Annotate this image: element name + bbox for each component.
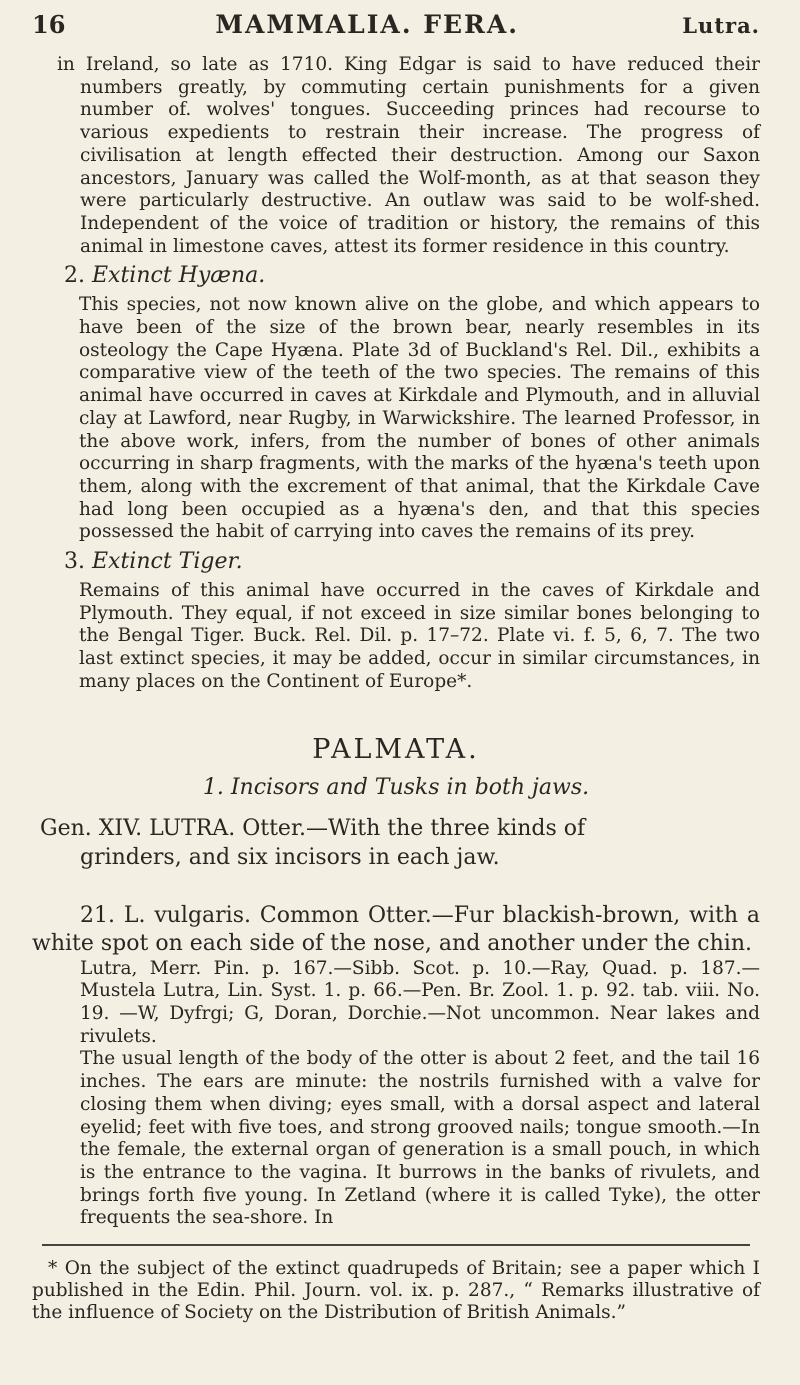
running-header xyxy=(32,10,760,54)
wolf-paragraph: in Ireland, so late as 1710. King Edgar is said to have reduced their numbers greatly, by commuting certain punishments for a given number of. wolves' tongues. Succeeding princes had recourse to various expedients to restrain their increase. The progress of civilisation at length effected their destruction. Among our Saxon ancestors, January was called the Wolf-month, as at that season they were particularly destructive. An outlaw was said to be wolf-shed. Independent of the voice of tradition or history, the remains of this animal in limestone caves, attest its former residence in this country. xyxy=(57,54,760,257)
footnote: * On the subject of the extinct quadrupeds of Britain; see a paper which I published in the Edin. Phil. Journ. vol. ix. p. 287., “ Remarks illustrative of the influence of Society on the Distribution of British Animals.” xyxy=(32,1258,760,1324)
species-synonymy: Lutra, Merr. Pin. p. 167.—Sibb. Scot. p. 10.—Ray, Quad. p. 187.—Mustela Lutra, Lin. Syst. 1. p. 66.—Pen. Br. Zool. 1. p. 92. tab. viii. No. 19. —W, Dyfrgi; G, Doran, Dorchie.—Not uncommon. Near lakes and rivulets. xyxy=(80,957,760,1047)
species-heading: 21. L. vulgaris. Common Otter.—Fur blackish-brown, with a white spot on each side of the nose, and another under the chin. xyxy=(32,902,760,956)
subsection-title: 1. Incisors and Tusks in both jaws. xyxy=(202,774,590,800)
section-title: PALMATA. xyxy=(312,733,480,765)
genus-continuation: grinders, and six incisors in each jaw. xyxy=(80,844,500,870)
hyaena-text: This species, not now known alive on the globe, and which appears to have been of the size of the brown bear, nearly resembles in its osteology the Cape Hyæna. Plate 3d of Buckland's Rel. Dil., exhibits a comparative view of the teeth of the two species. The remains of this animal have occurred in caves at Kirkdale and Plymouth, and in alluvial clay at Lawford, near Rugby, in Warwickshire. The learned Professor, in the above work, infers, from the number of bones of other animals occurring in sharp fragments, with the marks of the hyæna's teeth upon them, along with the excrement of that animal, that the Kirkdale Cave had long been occupied as a hyæna's den, and that this species possessed the habit of carrying into caves the remains of its prey. xyxy=(79,294,760,543)
footnote-divider xyxy=(42,1244,750,1246)
running-title: MAMMALIA. FERA. xyxy=(215,10,519,39)
page-number: 16 xyxy=(32,10,66,39)
genus-heading: Gen. XIV. LUTRA. Otter.—With the three kinds of xyxy=(40,815,586,841)
species-description: The usual length of the body of the otter is about 2 feet, and the tail 16 inches. The ears are minute: the nostrils furnished with a valve for closing them when diving; eyes small, with a dorsal aspect and lateral eyelid; feet with five toes, and strong grooved nails; tongue smooth.—In the female, the external organ of generation is a small pouch, in which is the entrance to the vagina. It burrows in the banks of rivulets, and brings forth five young. In Zetland (where it is called Tyke), the otter frequents the sea-shore. In xyxy=(80,1048,760,1229)
hyaena-heading: 2. Extinct Hyæna. xyxy=(64,263,266,289)
tiger-heading: 3. Extinct Tiger. xyxy=(64,549,243,575)
tiger-text: Remains of this animal have occurred in the caves of Kirkdale and Plymouth. They equal, if not exceed in size similar bones belonging to the Bengal Tiger. Buck. Rel. Dil. p. 17–72. Plate vi. f. 5, 6, 7. The two last extinct species, it may be added, occur in similar circumstances, in many places on the Continent of Europe*. xyxy=(79,580,760,692)
running-section: Lutra. xyxy=(682,13,760,38)
